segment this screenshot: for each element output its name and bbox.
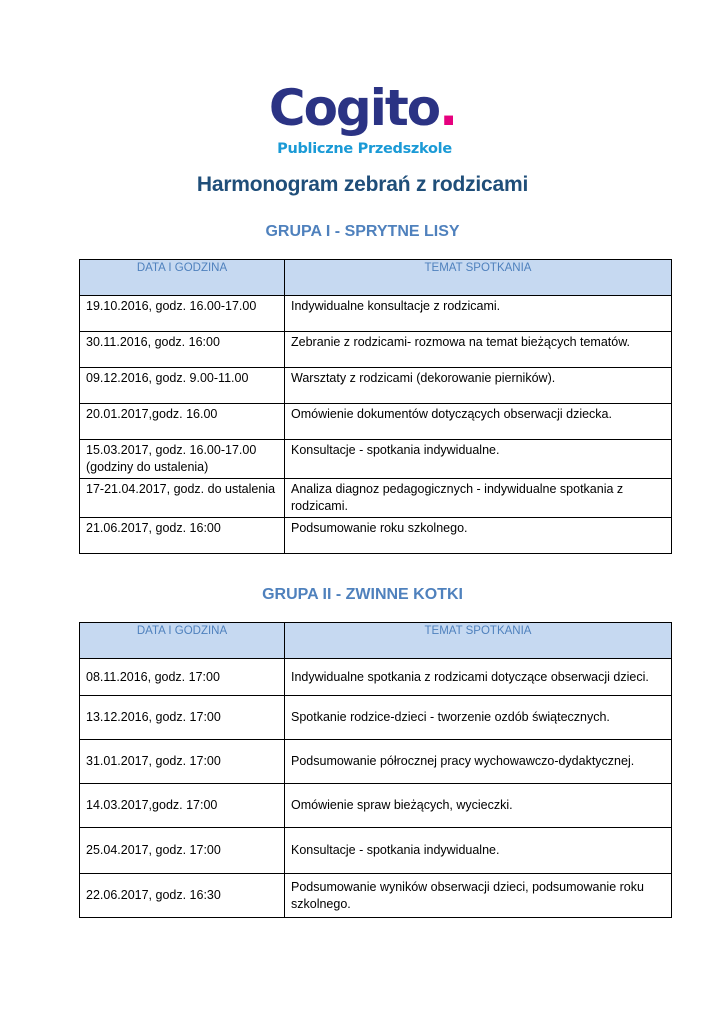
row-date: 30.11.2016, godz. 16:00: [80, 332, 285, 368]
row-topic: Spotkanie rodzice-dzieci - tworzenie ozdób świątecznych.: [285, 696, 672, 740]
table-row: [80, 696, 672, 740]
table-header-row: [80, 260, 672, 296]
row-topic: Omówienie dokumentów dotyczących obserwacji dziecka.: [285, 404, 672, 440]
table-row: [80, 659, 672, 696]
column-header-topic: TEMAT SPOTKANIA: [285, 260, 672, 296]
table-row: [80, 874, 672, 918]
row-date: 09.12.2016, godz. 9.00-11.00: [80, 368, 285, 404]
row-topic: Konsultacje - spotkania indywidualne.: [285, 828, 672, 874]
column-header-topic: TEMAT SPOTKANIA: [285, 623, 672, 659]
row-topic: Indywidualne spotkania z rodzicami dotyczące obserwacji dzieci.: [285, 659, 672, 696]
row-topic: Indywidualne konsultacje z rodzicami.: [285, 296, 672, 332]
logo-subtitle: Publiczne Przedszkole: [277, 141, 452, 157]
group-1-table: [79, 259, 672, 554]
row-date: 25.04.2017, godz. 17:00: [80, 828, 285, 874]
row-topic: Analiza diagnoz pedagogicznych - indywidualne spotkania z rodzicami.: [285, 479, 672, 518]
group-1-title: GRUPA I - SPRYTNE LISY: [265, 223, 460, 240]
row-topic: Podsumowanie wyników obserwacji dzieci, podsumowanie roku szkolnego.: [285, 874, 672, 918]
table-row: [80, 296, 672, 332]
row-date: 21.06.2017, godz. 16:00: [80, 518, 285, 554]
table-header-row: [80, 623, 672, 659]
row-date: 13.12.2016, godz. 17:00: [80, 696, 285, 740]
row-topic: Podsumowanie roku szkolnego.: [285, 518, 672, 554]
group-2-title: GRUPA II - ZWINNE KOTKI: [262, 586, 463, 603]
table-row: [80, 828, 672, 874]
group-2-table: [79, 622, 672, 918]
table-row: [80, 368, 672, 404]
logo-wordmark: Cogito.: [268, 79, 457, 137]
column-header-date: DATA I GODZINA: [80, 260, 285, 296]
column-header-date: DATA I GODZINA: [80, 623, 285, 659]
row-date: 15.03.2017, godz. 16.00-17.00 (godziny do ustalenia): [80, 440, 285, 479]
table-row: [80, 404, 672, 440]
table-row: [80, 479, 672, 518]
row-date: 31.01.2017, godz. 17:00: [80, 740, 285, 784]
row-date: 22.06.2017, godz. 16:30: [80, 874, 285, 918]
row-date: 08.11.2016, godz. 17:00: [80, 659, 285, 696]
row-date: 14.03.2017,godz. 17:00: [80, 784, 285, 828]
page-title: Harmonogram zebrań z rodzicami: [196, 173, 529, 196]
row-date: 20.01.2017,godz. 16.00: [80, 404, 285, 440]
row-topic: Podsumowanie półrocznej pracy wychowawczo-dydaktycznej.: [285, 740, 672, 784]
row-topic: Zebranie z rodzicami- rozmowa na temat bieżących tematów.: [285, 332, 672, 368]
table-row: [80, 518, 672, 554]
row-topic: Warsztaty z rodzicami (dekorowanie pierników).: [285, 368, 672, 404]
table-row: [80, 740, 672, 784]
row-date: 19.10.2016, godz. 16.00-17.00: [80, 296, 285, 332]
row-date: 17-21.04.2017, godz. do ustalenia: [80, 479, 285, 518]
table-row: [80, 440, 672, 479]
table-row: [80, 332, 672, 368]
row-topic: Omówienie spraw bieżących, wycieczki.: [285, 784, 672, 828]
logo: [0, 78, 725, 158]
row-topic: Konsultacje - spotkania indywidualne.: [285, 440, 672, 479]
table-row: [80, 784, 672, 828]
